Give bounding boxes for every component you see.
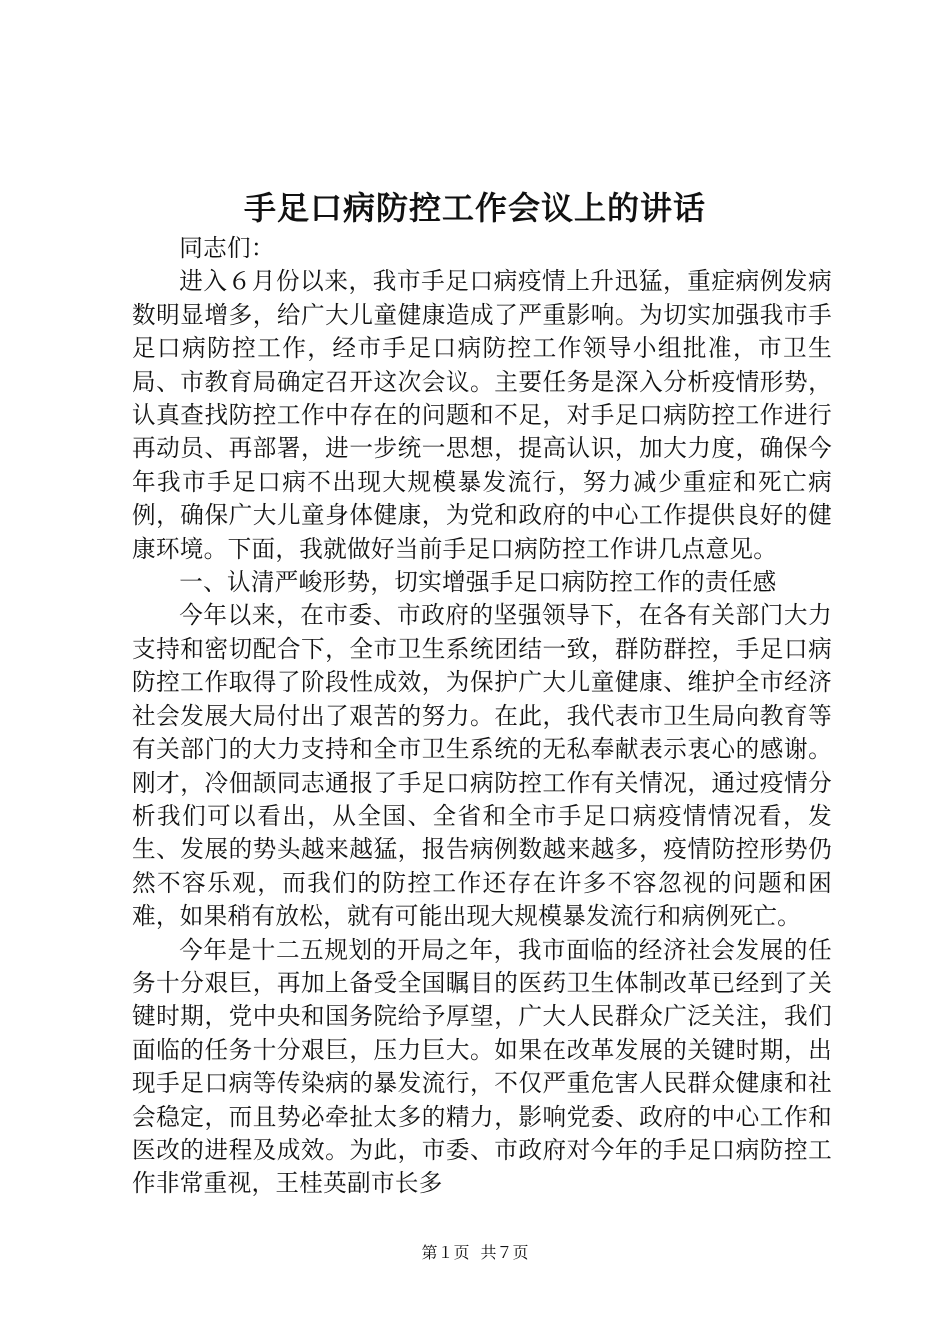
salutation: 同志们： (179, 234, 275, 262)
page-total: 共７页 (480, 1243, 529, 1262)
page-number: 第１页 (421, 1243, 470, 1262)
page-footer (0, 1242, 950, 1264)
section-heading-1: 一、认清严峻形势，切实增强手足口病防控工作的责任感 (179, 568, 777, 597)
paragraph-intro: 进入６月份以来，我市手足口病疫情上升迅猛，重症病例发病数明显增多，给广大儿童健康造成了严重影响。为切实加强我市手足口病防控工作，经市手足口病防控工作领导小组批准，市卫生局、市教育局确定召开这次会议。主要任务是深入分析疫情形势，认真查找防控工作中存在的问题和不足，对手足口病防控工作进行再动员、再部署，进一步统一思想，提高认识，加大力度，确保今年我市手足口病不出现大规模暴发流行，努力减少重症和死亡病例，确保广大儿童身体健康，为党和政府的中心工作提供良好的健康环境。下面，我就做好当前手足口病防控工作讲几点意见。 (132, 267, 832, 563)
paragraph-situation: 今年是十二五规划的开局之年，我市面临的经济社会发展的任务十分艰巨，再加上备受全国瞩目的医药卫生体制改革已经到了关键时期，党中央和国务院给予厚望，广大人民群众广泛关注，我们面临的任务十分艰巨，压力巨大。如果在改革发展的关键时期，出现手足口病等传染病的暴发流行，不仅严重危害人民群众健康和社会稳定，而且势必牵扯太多的精力，影响党委、政府的中心工作和医改的进程及成效。为此，市委、市政府对今年的手足口病防控工作非常重视，王桂英副市长多 (132, 935, 832, 1198)
document-body (132, 232, 832, 1201)
paragraph-achievements: 今年以来，在市委、市政府的坚强领导下，在各有关部门大力支持和密切配合下，全市卫生系统团结一致，群防群控，手足口病防控工作取得了阶段性成效，为保护广大儿童健康、维护全市经济社会发展大局付出了艰苦的努力。在此，我代表市卫生局向教育等有关部门的大力支持和全市卫生系统的无私奉献表示衷心的感谢。刚才，冷佃颉同志通报了手足口病防控工作有关情况，通过疫情分析我们可以看出，从全国、全省和全市手足口病疫情情况看，发生、发展的势头越来越猛，报告病例数越来越多，疫情防控形势仍然不容乐观，而我们的防控工作还存在许多不容忽视的问题和困难，如果稍有放松，就有可能出现大规模暴发流行和病例死亡。 (132, 601, 832, 931)
document-title: 手足口病防控工作会议上的讲话 (243, 189, 706, 227)
